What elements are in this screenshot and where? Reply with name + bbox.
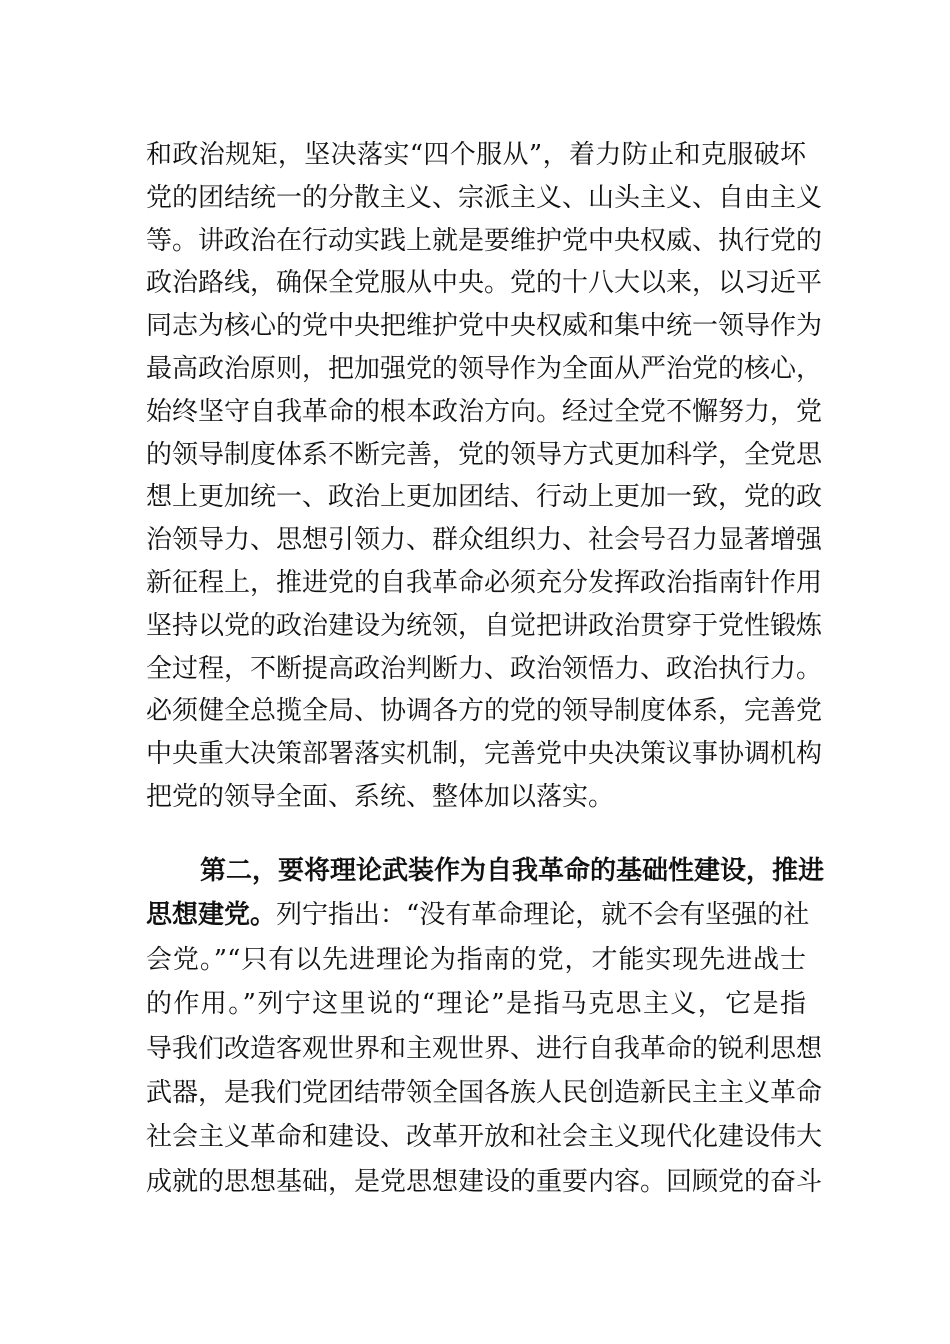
text-line: 政治路线，确保全党服从中央。党的十八大以来，以习近平 [146, 268, 823, 299]
text-line: 成就的思想基础，是党思想建设的重要内容。回顾党的奋斗 [146, 1166, 823, 1197]
text-line: 同志为核心的党中央把维护党中央权威和集中统一领导作为 [146, 311, 823, 342]
text-line: 必须健全总揽全局、协调各方的党的领导制度体系，完善党 [146, 696, 823, 727]
text-line: 等。讲政治在行动实践上就是要维护党中央权威、执行党的 [146, 225, 823, 256]
text-line: 治领导力、思想引领力、群众组织力、社会号召力显著增强 [146, 525, 823, 556]
text-line: 新征程上，推进党的自我革命必须充分发挥政治指南针作用 [146, 567, 823, 598]
text-line: 的作用。”列宁这里说的“理论”是指马克思主义，它是指 [146, 989, 806, 1020]
text-line: 会党。”“只有以先进理论为指南的党，才能实现先进战士 [146, 944, 806, 975]
text-line: 把党的领导全面、系统、整体加以落实。 [146, 781, 615, 812]
lenin-quote: 列宁指出：“没有革命理论，就不会有坚强的社 [276, 900, 810, 931]
text-line: 武器，是我们党团结带领全国各族人民创造新民主主义革命 [146, 1077, 823, 1108]
section-heading-line [146, 849, 825, 893]
text-line [146, 893, 810, 937]
text-line: 导我们改造客观世界和主观世界、进行自我革命的锐利思想 [146, 1033, 823, 1064]
text-line: 想上更加统一、政治上更加团结、行动上更加一致，党的政 [146, 482, 823, 513]
section-heading: 第二，要将理论武装作为自我革命的基础性建设，推进 [200, 856, 825, 886]
text-line: 全过程，不断提高政治判断力、政治领悟力、政治执行力。 [146, 653, 823, 684]
text-line: 始终坚守自我革命的根本政治方向。经过全党不懈努力，党 [146, 396, 823, 427]
text-line: 党的团结统一的分散主义、宗派主义、山头主义、自由主义 [146, 182, 823, 213]
section-heading-end: 思想建党。 [146, 900, 277, 931]
text-line: 和政治规矩，坚决落实“四个服从”，着力防止和克服破坏 [146, 140, 806, 170]
text-line: 最高政治原则，把加强党的领导作为全面从严治党的核心， [146, 353, 823, 384]
text-line: 坚持以党的政治建设为统领，自觉把讲政治贯穿于党性锻炼 [146, 610, 823, 641]
paragraph-political-construction [146, 134, 823, 819]
text-line: 中央重大决策部署落实机制，完善党中央决策议事协调机构 [146, 739, 823, 770]
paragraph-theoretical-armament [146, 849, 825, 1204]
text-line: 社会主义革命和建设、改革开放和社会主义现代化建设伟大 [146, 1122, 823, 1153]
text-line: 的领导制度体系不断完善，党的领导方式更加科学，全党思 [146, 439, 823, 470]
